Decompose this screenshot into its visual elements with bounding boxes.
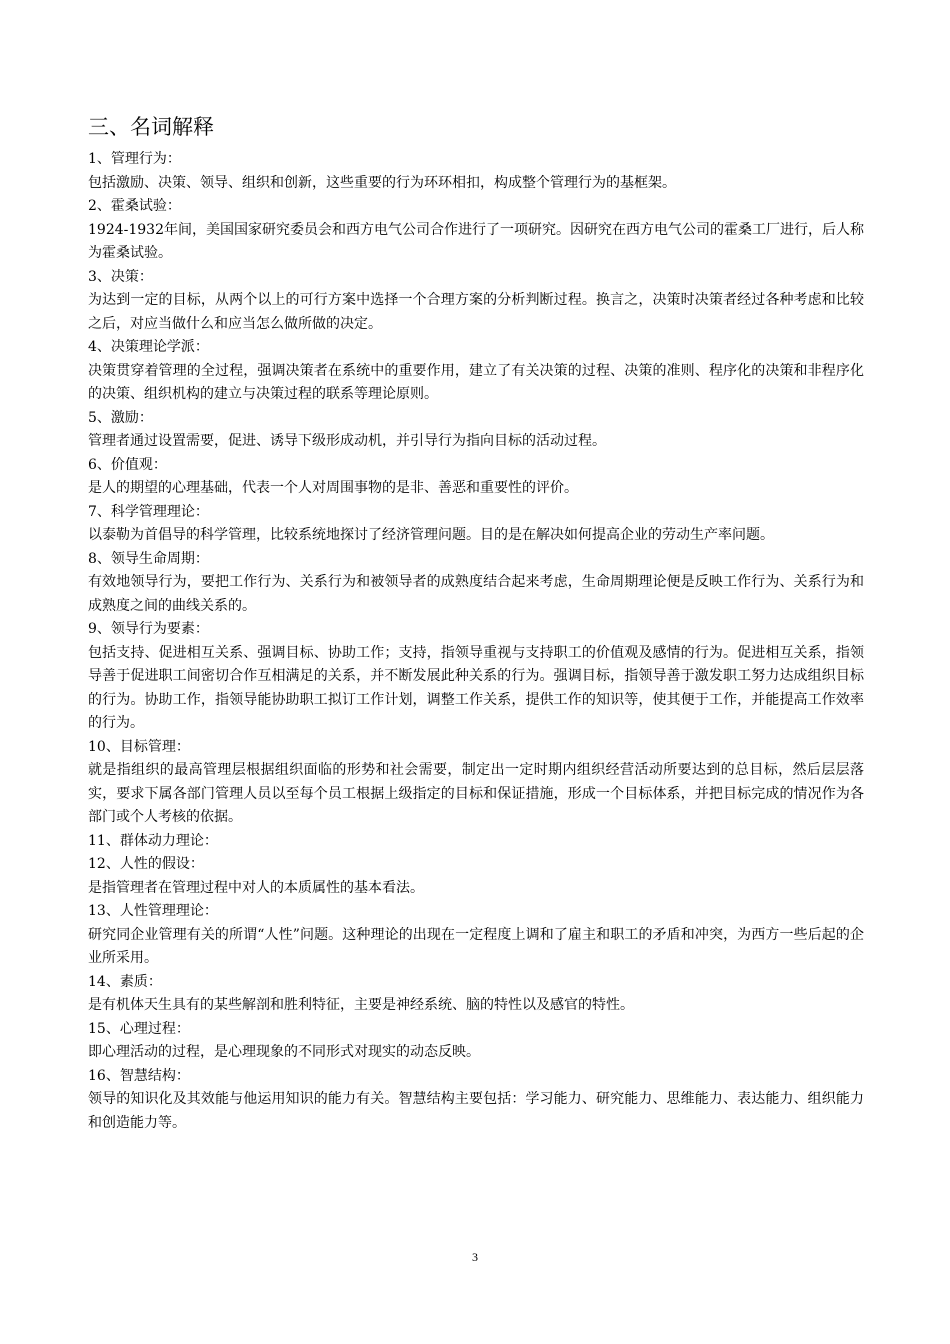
glossary-definition: 包括激励、决策、领导、组织和创新，这些重要的行为环环相扣，构成整个管理行为的基框架。 bbox=[88, 174, 676, 191]
glossary-term: 7、科学管理理论： bbox=[88, 503, 209, 520]
glossary-term: 3、决策： bbox=[88, 268, 153, 285]
glossary-term: 8、领导生命周期： bbox=[88, 550, 209, 567]
glossary-term: 11、群体动力理论： bbox=[88, 832, 218, 849]
glossary-term: 6、价值观： bbox=[88, 456, 167, 473]
glossary-definition: 包括支持、促进相互关系、强调目标、协助工作；支持，指领导重视与支持职工的价值观及感情的行为。促进相互关系，指领导善于促进职工间密切合作互相满足的关系，并不断发展此种关系的行为。强调目标，指领导善于激发职工努力达成组织目标的行为。协助工作，指领导能协助职工拟订工作计划，调整工作关系，提供工作的知识等，使其便于工作，并能提高工作效率的行为。 bbox=[88, 644, 864, 731]
glossary-term: 5、激励： bbox=[88, 409, 153, 426]
glossary-term: 10、目标管理： bbox=[88, 738, 190, 755]
glossary-definition: 为达到一定的目标，从两个以上的可行方案中选择一个合理方案的分析判断过程。换言之，决策时决策者经过各种考虑和比较之后，对应当做什么和应当怎么做所做的决定。 bbox=[88, 292, 864, 332]
glossary-term: 14、素质： bbox=[88, 973, 162, 990]
page-number: 3 bbox=[472, 1250, 478, 1264]
glossary-term: 1、管理行为： bbox=[88, 151, 181, 167]
glossary-list bbox=[88, 148, 864, 1135]
glossary-term: 13、人性管理理论： bbox=[88, 903, 218, 919]
glossary-definition: 是指管理者在管理过程中对人的本质属性的基本看法。 bbox=[88, 879, 424, 896]
glossary-definition: 就是指组织的最高管理层根据组织面临的形势和社会需要，制定出一定时期内组织经营活动所要达到的总目标，然后层层落实，要求下属各部门管理人员以至每个员工根据上级指定的目标和保证措施，形成一个目标体系，并把目标完成的情况作为各部门或个人考核的依据。 bbox=[88, 762, 864, 825]
section-title: 三、名词解释 bbox=[88, 115, 214, 139]
document-content bbox=[88, 112, 864, 1135]
glossary-definition: 是有机体天生具有的某些解剖和胜利特征，主要是神经系统、脑的特性以及感官的特性。 bbox=[88, 997, 634, 1013]
glossary-definition: 决策贯穿着管理的全过程，强调决策者在系统中的重要作用，建立了有关决策的过程、决策的准则、程序化的决策和非程序化的决策、组织机构的建立与决策过程的联系等理论原则。 bbox=[88, 362, 864, 402]
glossary-term: 16、智慧结构： bbox=[88, 1067, 190, 1084]
glossary-definition: 领导的知识化及其效能与他运用知识的能力有关。智慧结构主要包括：学习能力、研究能力、思维能力、表达能力、组织能力和创造能力等。 bbox=[88, 1091, 864, 1131]
glossary-definition: 是人的期望的心理基础，代表一个人对周围事物的是非、善恶和重要性的评价。 bbox=[88, 480, 578, 496]
glossary-definition: 有效地领导行为，要把工作行为、关系行为和被领导者的成熟度结合起来考虑，生命周期理论便是反映工作行为、关系行为和成熟度之间的曲线关系的。 bbox=[88, 574, 864, 614]
glossary-definition: 管理者通过设置需要，促进、诱导下级形成动机，并引导行为指向目标的活动过程。 bbox=[88, 433, 606, 449]
glossary-term: 15、心理过程： bbox=[88, 1020, 190, 1037]
glossary-definition: 研究同企业管理有关的所谓“人性”问题。这种理论的出现在一定程度上调和了雇主和职工的矛盾和冲突，为西方一些后起的企业所采用。 bbox=[88, 926, 864, 966]
glossary-term: 9、领导行为要素： bbox=[88, 621, 209, 637]
glossary-definition: 即心理活动的过程，是心理现象的不同形式对现实的动态反映。 bbox=[88, 1044, 480, 1060]
glossary-term: 4、决策理论学派： bbox=[88, 339, 209, 355]
glossary-definition: 以泰勒为首倡导的科学管理，比较系统地探讨了经济管理问题。目的是在解决如何提高企业的劳动生产率问题。 bbox=[88, 527, 774, 543]
glossary-term: 12、人性的假设： bbox=[88, 856, 204, 872]
glossary-definition: 1924-1932年间，美国国家研究委员会和西方电气公司合作进行了一项研究。因研究在西方电气公司的霍桑工厂进行，后人称为霍桑试验。 bbox=[88, 221, 864, 261]
glossary-term: 2、霍桑试验： bbox=[88, 198, 181, 214]
